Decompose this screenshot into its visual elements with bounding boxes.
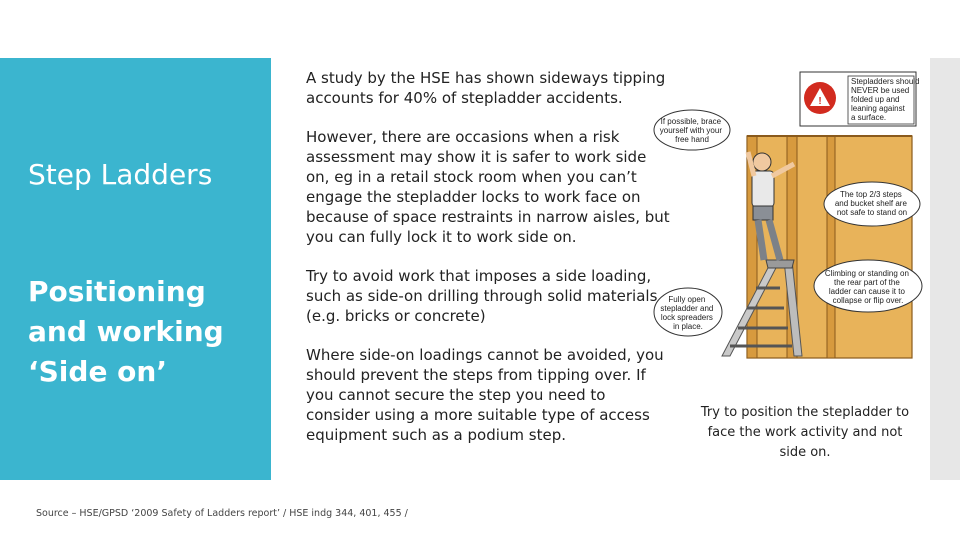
paragraph-4: Where side-on loadings cannot be avoided, you should prevent the steps from tipping over. If you cannot secure the step you need to consider using a more suitable type of access equipment such as a podium step.: [306, 346, 664, 444]
slide-subtitle: Positioning and working ‘Side on’: [28, 275, 224, 388]
callout-fully-open: [654, 288, 722, 336]
warning-text: Stepladders should NEVER be used folded up and leaning against a surface.: [851, 77, 920, 122]
wall-framing: [747, 136, 912, 358]
callout-top-steps: [824, 182, 920, 226]
body-content: [306, 68, 674, 464]
callout-rear: [814, 260, 922, 312]
slide-title: Step Ladders: [28, 158, 213, 191]
svg-text:The top 2/3 steps and bu: The top 2/3 steps and bucket shelf are not safe to stand on: [834, 190, 908, 217]
svg-text:!: !: [818, 96, 822, 107]
paragraph-2: However, there are occasions when a risk assessment may show it is safer to work side on, eg in a retail stock room when you can’t engage the stepladder locks to work face on because of space restraints in narrow aisles, but you can fully lock it to work side on.: [306, 128, 670, 246]
svg-text:If possible, brace yours: If possible, brace yourself with your free hand: [659, 117, 723, 144]
illustration-caption: Try to position the stepladder to face the work activity and not side on.: [700, 405, 910, 460]
stepladder-illustration: [652, 64, 928, 360]
paragraph-3: Try to avoid work that imposes a side loading, such as side-on drilling through solid materials (e.g. bricks or concrete): [306, 267, 658, 325]
svg-text:Fully open stepladder an: Fully open stepladder and lock spreaders in place.: [660, 295, 714, 331]
paragraph-1: A study by the HSE has shown sideways tipping accounts for 40% of stepladder accidents.: [306, 69, 666, 107]
title-panel: [0, 58, 271, 480]
right-margin-strip: [930, 58, 960, 480]
svg-text:Climbing or standing on: Climbing or standing on the rear part of the ladder can cause it to collapse or flip over.: [824, 269, 909, 305]
warning-sign: [800, 72, 922, 126]
source-citation: Source – HSE/GPSD ‘2009 Safety of Ladders report’ / HSE indg 344, 401, 455 /: [36, 508, 408, 519]
callout-brace: [654, 110, 730, 150]
